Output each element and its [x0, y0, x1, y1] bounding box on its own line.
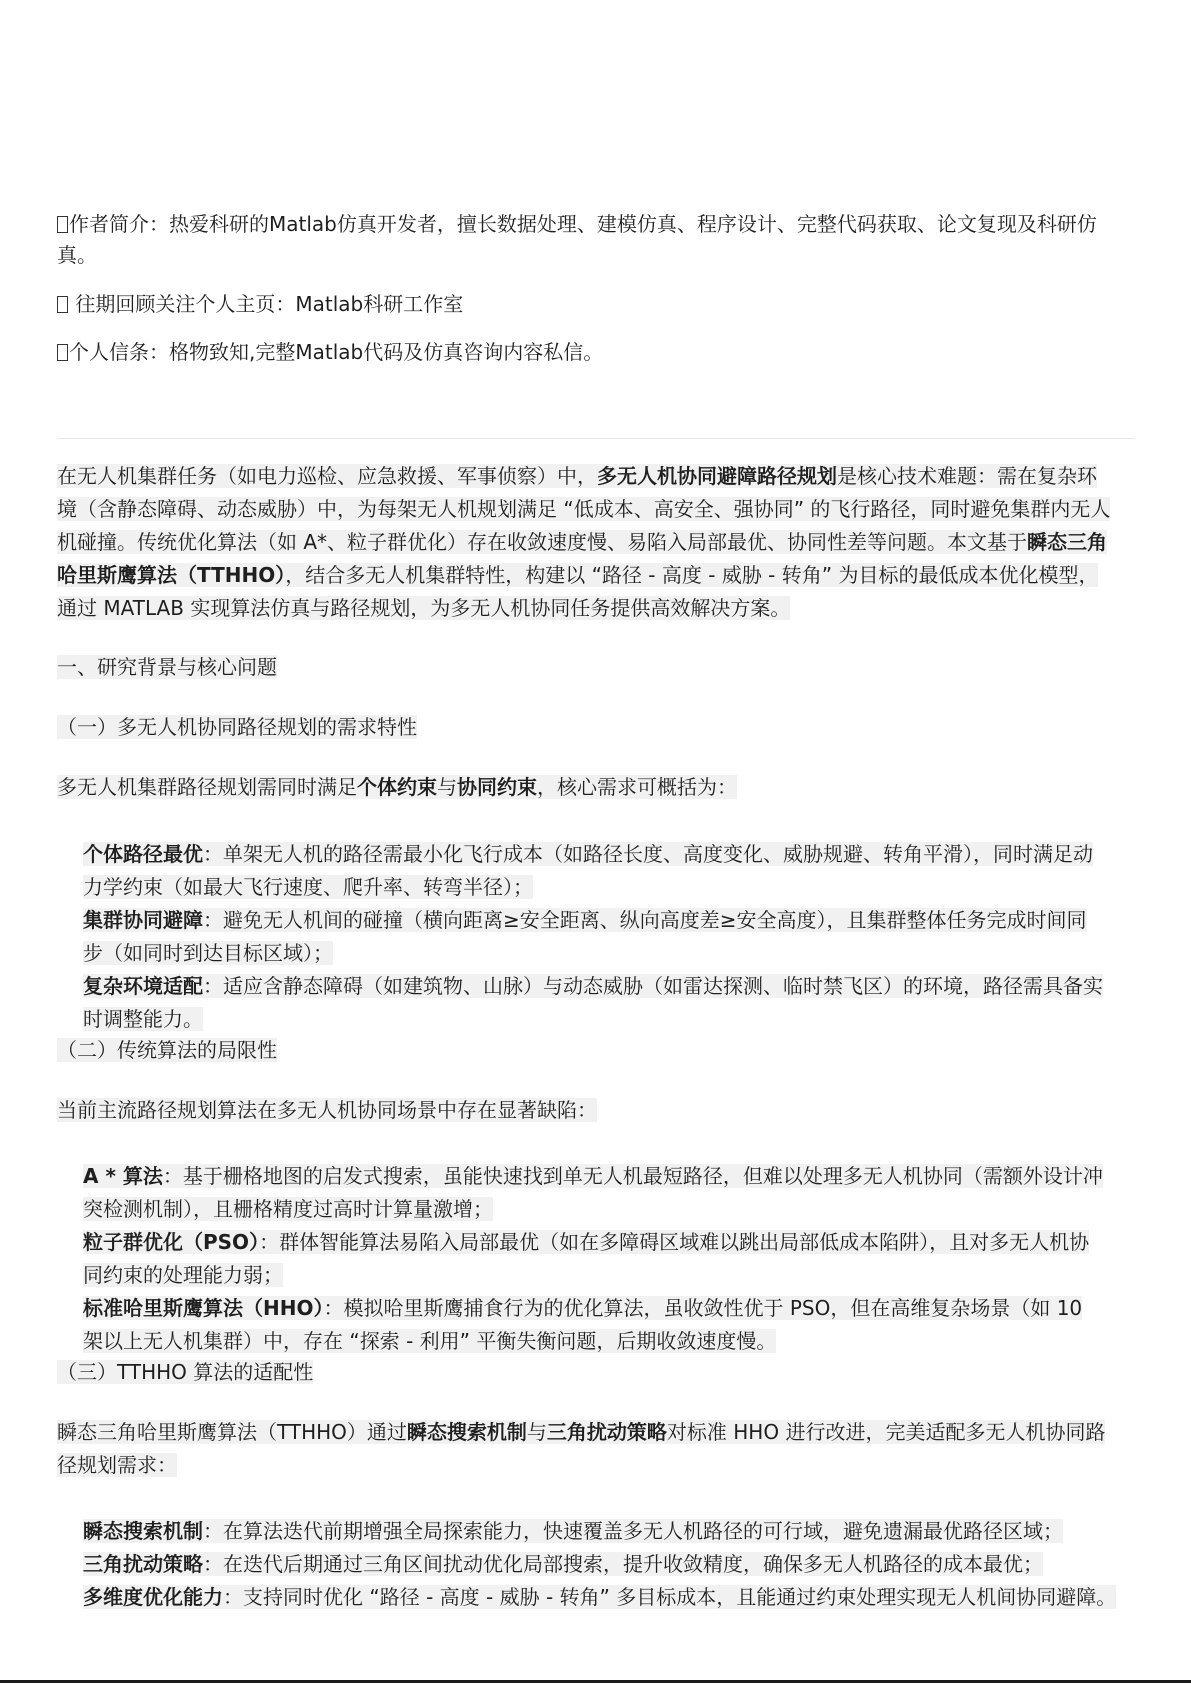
list-item: 集群协同避障：避免无人机间的碰撞（横向距离≥安全距离、纵向高度差≥安全高度），且集群整体任务完成时间同: [83, 908, 1087, 932]
list-item: 多维度优化能力：支持同时优化 “路径 - 高度 - 威胁 - 转角” 多目标成本，且能通过约束处理实现无人机间协同避障。: [83, 1585, 1117, 1609]
list-item-cont: 架以上无人机集群）中，存在 “探索 - 利用” 平衡失衡问题，后期收敛速度慢。: [83, 1329, 777, 1353]
list-item-cont: 突检测机制），且栅格精度过高时计算量激增；: [83, 1197, 493, 1221]
abstract-line-4: 哈里斯鹰算法（TTHHO），结合多无人机集群特性，构建以 “路径 - 高度 - 威胁 - 转角” 为目标的最低成本优化模型，: [57, 563, 1099, 587]
section-divider: [57, 438, 1135, 439]
author-intro-line-2: 真。: [57, 243, 97, 267]
list-item-cont: 力学约束（如最大飞行速度、爬升率、转弯半径）；: [83, 875, 533, 899]
list-item-cont: 时调整能力。: [83, 1007, 203, 1031]
list-item-cont: 同约束的处理能力弱；: [83, 1263, 283, 1287]
abstract-line-1: 在无人机集群任务（如电力巡检、应急救援、军事侦察）中，多无人机协同避障路径规划是核心技术难题：需在复杂环: [57, 464, 1097, 488]
list-item-cont: 步（如同时到达目标区域）；: [83, 941, 333, 965]
subsection-intro-3: 瞬态三角哈里斯鹰算法（TTHHO）通过瞬态搜索机制与三角扰动策略对标准 HHO 进行改进，完美适配多无人机协同路: [57, 1420, 1106, 1444]
subsection-intro-2: 当前主流路径规划算法在多无人机协同场景中存在显著缺陷：: [57, 1098, 597, 1122]
list-item: 三角扰动策略：在迭代后期通过三角区间扰动优化局部搜索，提升收敛精度，确保多无人机路径的成本最优；: [83, 1552, 1043, 1576]
placeholder-glyph-icon: [57, 296, 68, 313]
abstract-line-5: 通过 MATLAB 实现算法仿真与路径规划，为多无人机协同任务提供高效解决方案。: [57, 596, 791, 620]
list-item: 个体路径最优：单架无人机的路径需最小化飞行成本（如路径长度、高度变化、威胁规避、转角平滑），同时满足动: [83, 842, 1093, 866]
subsection-intro-3-cont: 径规划需求：: [57, 1453, 177, 1477]
list-item: 复杂环境适配：适应含静态障碍（如建筑物、山脉）与动态威胁（如雷达探测、临时禁飞区）的环境，路径需具备实: [83, 974, 1103, 998]
list-item: 标准哈里斯鹰算法（HHO）：模拟哈里斯鹰捕食行为的优化算法，虽收敛性优于 PSO，但在高维复杂场景（如 10: [83, 1296, 1083, 1320]
subsection-heading-3: （三）TTHHO 算法的适配性: [57, 1360, 314, 1384]
author-intro-line-1: 作者简介：热爱科研的Matlab仿真开发者，擅长数据处理、建模仿真、程序设计、完整代码获取、论文复现及科研仿: [57, 210, 1097, 238]
homepage-line: 往期回顾关注个人主页：Matlab科研工作室: [57, 290, 463, 318]
page-bottom-rule: [0, 1680, 1191, 1683]
abstract-line-2: 境（含静态障碍、动态威胁）中，为每架无人机规划满足 “低成本、高安全、强协同” 的飞行路径，同时避免集群内无人: [57, 497, 1111, 521]
list-item: 粒子群优化（PSO）：群体智能算法易陷入局部最优（如在多障碍区域难以跳出局部低成本陷阱），且对多无人机协: [83, 1230, 1090, 1254]
subsection-heading-2: （二）传统算法的局限性: [57, 1038, 277, 1062]
list-item: 瞬态搜索机制：在算法迭代前期增强全局探索能力，快速覆盖多无人机路径的可行域，避免遗漏最优路径区域；: [83, 1519, 1063, 1543]
placeholder-glyph-icon: [57, 216, 68, 233]
subsection-heading-1: （一）多无人机协同路径规划的需求特性: [57, 715, 417, 739]
contact-line: 个人信条：格物致知,完整Matlab代码及仿真咨询内容私信。: [57, 338, 603, 366]
subsection-intro-1: 多无人机集群路径规划需同时满足个体约束与协同约束，核心需求可概括为：: [57, 775, 737, 799]
list-item: A * 算法：基于栅格地图的启发式搜索，虽能快速找到单无人机最短路径，但难以处理多无人机协同（需额外设计冲: [83, 1164, 1103, 1188]
abstract-line-3: 机碰撞。传统优化算法（如 A*、粒子群优化）存在收敛速度慢、易陷入局部最优、协同性差等问题。本文基于瞬态三角: [57, 530, 1108, 554]
placeholder-glyph-icon: [57, 344, 68, 361]
section-heading: 一、研究背景与核心问题: [57, 655, 277, 679]
